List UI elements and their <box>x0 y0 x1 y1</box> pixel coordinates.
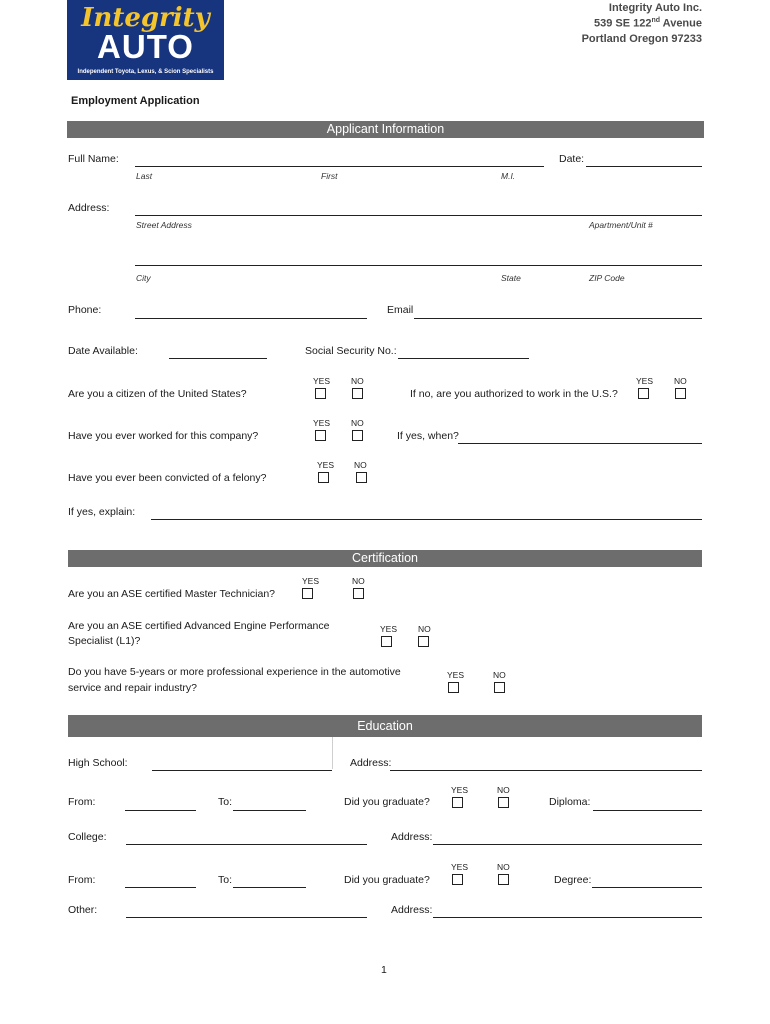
no-label: NO <box>497 862 510 872</box>
phone-label: Phone: <box>68 304 102 316</box>
company-name: Integrity Auto Inc. <box>608 2 702 14</box>
full-name-field[interactable] <box>135 166 544 167</box>
high-school-label: High School: <box>68 757 128 769</box>
no-label: NO <box>674 376 687 386</box>
other-address-label: Address: <box>391 904 433 916</box>
section-header-applicant: Applicant Information <box>67 121 704 138</box>
no-label: NO <box>351 418 364 428</box>
felony-yes-checkbox[interactable] <box>318 472 329 483</box>
city-state-zip-field[interactable] <box>135 265 702 266</box>
page-number: 1 <box>381 964 387 976</box>
no-label: NO <box>354 460 367 470</box>
felony-no-checkbox[interactable] <box>356 472 367 483</box>
other-education-field[interactable] <box>126 917 367 918</box>
hs-to-field[interactable] <box>233 810 306 811</box>
other-address-field[interactable] <box>433 917 702 918</box>
degree-field[interactable] <box>592 887 702 888</box>
logo-script-text: Integrity <box>81 3 210 33</box>
no-label: NO <box>352 576 365 586</box>
email-field[interactable] <box>414 318 702 319</box>
ase-master-no-checkbox[interactable] <box>353 588 364 599</box>
hs-to-label: To: <box>218 796 233 808</box>
authorized-question: If no, are you authorized to work in the U.S.? <box>410 388 618 400</box>
date-available-label: Date Available: <box>68 345 138 357</box>
worked-when-field[interactable] <box>458 443 702 444</box>
hs-from-label: From: <box>68 796 96 808</box>
high-school-field[interactable] <box>152 770 332 771</box>
degree-label: Degree: <box>554 874 592 886</box>
column-divider <box>332 737 333 769</box>
citizen-yes-checkbox[interactable] <box>315 388 326 399</box>
no-label: NO <box>351 376 364 386</box>
apartment-sublabel: Apartment/Unit # <box>589 220 653 230</box>
worked-yes-checkbox[interactable] <box>315 430 326 441</box>
hs-graduate-question: Did you graduate? <box>344 796 430 808</box>
yes-label: YES <box>302 576 320 586</box>
college-graduate-question: Did you graduate? <box>344 874 430 886</box>
ssn-label: Social Security No.: <box>305 345 397 357</box>
college-from-field[interactable] <box>125 887 196 888</box>
street-address-sublabel: Street Address <box>136 220 192 230</box>
yes-label: YES <box>451 862 469 872</box>
no-label: NO <box>418 624 431 634</box>
ase-l1-no-checkbox[interactable] <box>418 636 429 647</box>
logo-main-text: AUTO <box>97 28 194 65</box>
experience-yes-checkbox[interactable] <box>448 682 459 693</box>
college-address-field[interactable] <box>433 844 702 845</box>
worked-here-question: Have you ever worked for this company? <box>68 430 259 442</box>
high-school-address-field[interactable] <box>390 770 702 771</box>
authorized-no-checkbox[interactable] <box>675 388 686 399</box>
first-name-sublabel: First <box>321 171 338 181</box>
company-logo <box>67 0 224 80</box>
yes-label: YES <box>451 785 469 795</box>
citizen-no-checkbox[interactable] <box>352 388 363 399</box>
college-address-label: Address: <box>391 831 433 843</box>
if-yes-explain-label: If yes, explain: <box>68 506 136 518</box>
experience-question-line1: Do you have 5-years or more professional experience in the automotive <box>68 666 401 678</box>
authorized-yes-checkbox[interactable] <box>638 388 649 399</box>
address-label: Address: <box>68 202 110 214</box>
no-label: NO <box>493 670 506 680</box>
no-label: NO <box>497 785 510 795</box>
yes-label: YES <box>313 418 331 428</box>
hs-from-field[interactable] <box>125 810 196 811</box>
ase-l1-question-line1: Are you an ASE certified Advanced Engine Performance <box>68 620 330 632</box>
college-to-label: To: <box>218 874 233 886</box>
diploma-field[interactable] <box>593 810 702 811</box>
felony-question: Have you ever been convicted of a felony? <box>68 472 267 484</box>
phone-field[interactable] <box>135 318 367 319</box>
city-sublabel: City <box>136 273 151 283</box>
high-school-address-label: Address: <box>350 757 392 769</box>
experience-question-line2: service and repair industry? <box>68 682 197 694</box>
other-education-label: Other: <box>68 904 98 916</box>
company-street: 539 SE 122nd Avenue <box>593 17 702 30</box>
email-label: Email <box>387 304 414 316</box>
yes-label: YES <box>317 460 335 470</box>
college-to-field[interactable] <box>233 887 306 888</box>
middle-initial-sublabel: M.I. <box>501 171 516 181</box>
ase-master-question: Are you an ASE certified Master Technician? <box>68 588 276 600</box>
section-header-certification: Certification <box>68 550 702 567</box>
date-field[interactable] <box>586 166 702 167</box>
date-label: Date: <box>559 153 585 165</box>
section-header-education: Education <box>68 715 702 737</box>
date-available-field[interactable] <box>169 358 267 359</box>
ase-l1-yes-checkbox[interactable] <box>381 636 392 647</box>
yes-label: YES <box>313 376 331 386</box>
full-name-label: Full Name: <box>68 153 119 165</box>
college-label: College: <box>68 831 107 843</box>
college-from-label: From: <box>68 874 96 886</box>
if-yes-when-label: If yes, when? <box>397 430 459 442</box>
worked-no-checkbox[interactable] <box>352 430 363 441</box>
zip-sublabel: ZIP Code <box>589 273 625 283</box>
yes-label: YES <box>636 376 654 386</box>
college-field[interactable] <box>126 844 367 845</box>
citizen-question: Are you a citizen of the United States? <box>68 388 247 400</box>
yes-label: YES <box>447 670 465 680</box>
hs-graduate-no-checkbox[interactable] <box>498 797 509 808</box>
yes-label: YES <box>380 624 398 634</box>
document-title: Employment Application <box>71 95 200 107</box>
ase-l1-question-line2: Specialist (L1)? <box>68 635 141 647</box>
experience-no-checkbox[interactable] <box>494 682 505 693</box>
diploma-label: Diploma: <box>549 796 591 808</box>
street-address-field[interactable] <box>135 215 702 216</box>
ssn-field[interactable] <box>398 358 529 359</box>
hs-graduate-yes-checkbox[interactable] <box>452 797 463 808</box>
logo-tagline: Independent Toyota, Lexus, & Scion Specialists <box>77 69 214 75</box>
company-city: Portland Oregon 97233 <box>581 33 702 45</box>
felony-explain-field[interactable] <box>151 519 702 520</box>
college-graduate-yes-checkbox[interactable] <box>452 874 463 885</box>
ase-master-yes-checkbox[interactable] <box>302 588 313 599</box>
last-name-sublabel: Last <box>136 171 153 181</box>
college-graduate-no-checkbox[interactable] <box>498 874 509 885</box>
state-sublabel: State <box>501 273 521 283</box>
